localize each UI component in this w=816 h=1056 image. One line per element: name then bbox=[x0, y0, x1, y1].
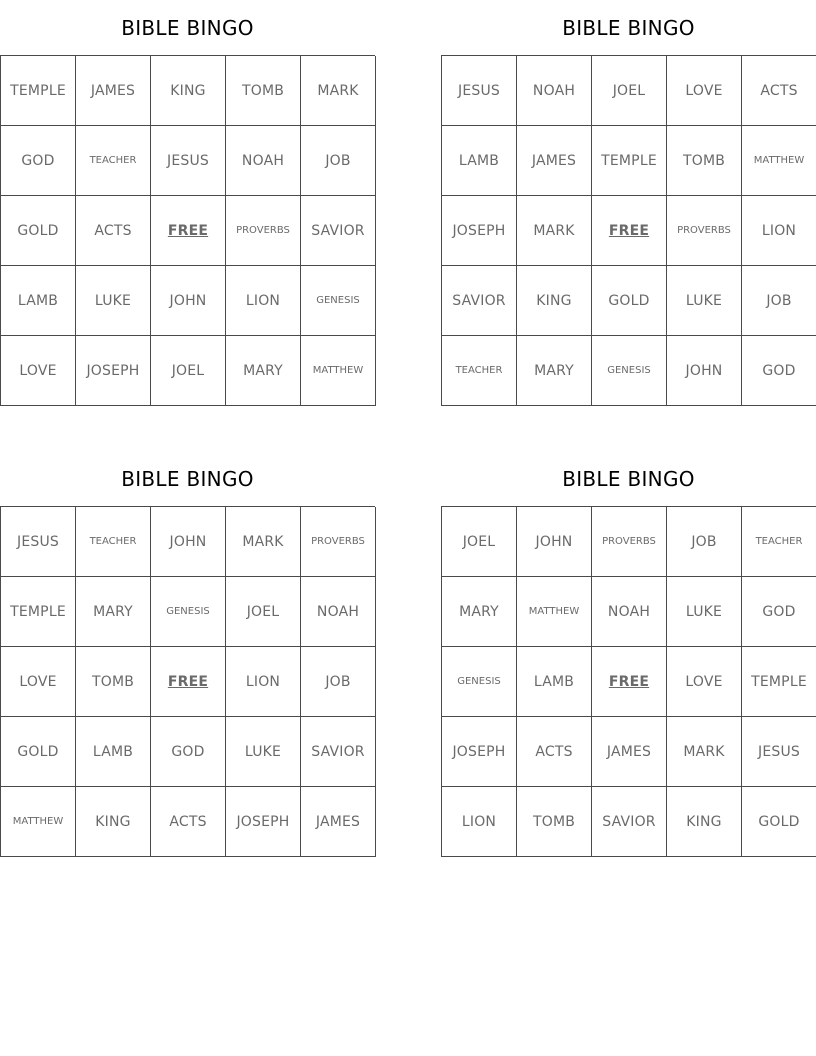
bingo-cell: TEACHER bbox=[442, 336, 517, 406]
bingo-cell: NOAH bbox=[517, 56, 592, 126]
bingo-cell: JESUS bbox=[742, 717, 816, 787]
bingo-cell: ACTS bbox=[76, 196, 151, 266]
bingo-card-1 bbox=[0, 0, 375, 406]
bingo-cell: JOEL bbox=[592, 56, 667, 126]
bingo-cell: JOHN bbox=[151, 266, 226, 336]
free-space-cell: FREE bbox=[151, 196, 226, 266]
bingo-cell: LAMB bbox=[76, 717, 151, 787]
bingo-cell: JOB bbox=[667, 507, 742, 577]
bingo-cell: TEMPLE bbox=[592, 126, 667, 196]
bingo-cell: MARY bbox=[442, 577, 517, 647]
bingo-cell: TEMPLE bbox=[742, 647, 816, 717]
bingo-cell: GOLD bbox=[1, 196, 76, 266]
bingo-cell: LAMB bbox=[517, 647, 592, 717]
card-title: BIBLE BINGO bbox=[121, 16, 254, 40]
bingo-cell: ACTS bbox=[742, 56, 816, 126]
bingo-cell: LAMB bbox=[1, 266, 76, 336]
bingo-cell: JOB bbox=[301, 126, 376, 196]
bingo-cell: JOEL bbox=[151, 336, 226, 406]
bingo-grid bbox=[0, 506, 375, 857]
bingo-cell: KING bbox=[76, 787, 151, 857]
bingo-cell: LUKE bbox=[76, 266, 151, 336]
bingo-cell: TOMB bbox=[517, 787, 592, 857]
bingo-cell: JOHN bbox=[667, 336, 742, 406]
bingo-cell: LOVE bbox=[1, 647, 76, 717]
bingo-cell: MATTHEW bbox=[301, 336, 376, 406]
bingo-cell: KING bbox=[517, 266, 592, 336]
bingo-cell: MARY bbox=[517, 336, 592, 406]
bingo-cell: NOAH bbox=[592, 577, 667, 647]
bingo-cell: LION bbox=[226, 647, 301, 717]
bingo-cell: JOSEPH bbox=[76, 336, 151, 406]
bingo-cell: GOD bbox=[742, 336, 816, 406]
bingo-cell: GOD bbox=[1, 126, 76, 196]
bingo-cell: KING bbox=[667, 787, 742, 857]
bingo-cell: TOMB bbox=[226, 56, 301, 126]
bingo-cell: MARK bbox=[667, 717, 742, 787]
bingo-cell: GOLD bbox=[742, 787, 816, 857]
bingo-cell: TEMPLE bbox=[1, 56, 76, 126]
bingo-cell: LUKE bbox=[226, 717, 301, 787]
bingo-cell: PROVERBS bbox=[592, 507, 667, 577]
bingo-cell: TEACHER bbox=[76, 126, 151, 196]
bingo-cell: MARY bbox=[226, 336, 301, 406]
bingo-cell: GOLD bbox=[592, 266, 667, 336]
bingo-cell: JESUS bbox=[442, 56, 517, 126]
bingo-cell: TOMB bbox=[76, 647, 151, 717]
bingo-cell: JOSEPH bbox=[442, 196, 517, 266]
bingo-cell: SAVIOR bbox=[301, 717, 376, 787]
bingo-cell: NOAH bbox=[301, 577, 376, 647]
bingo-cell: JOB bbox=[742, 266, 816, 336]
bingo-cell: LUKE bbox=[667, 577, 742, 647]
bingo-cell: JESUS bbox=[1, 507, 76, 577]
bingo-cell: JOEL bbox=[442, 507, 517, 577]
free-space-cell: FREE bbox=[151, 647, 226, 717]
bingo-cell: MARY bbox=[76, 577, 151, 647]
bingo-cell: GOD bbox=[151, 717, 226, 787]
bingo-cell: LOVE bbox=[1, 336, 76, 406]
bingo-cell: JOB bbox=[301, 647, 376, 717]
bingo-grid bbox=[441, 55, 816, 406]
bingo-cell: LION bbox=[742, 196, 816, 266]
bingo-cell: JESUS bbox=[151, 126, 226, 196]
bingo-cell: JAMES bbox=[76, 56, 151, 126]
bingo-cell: TEACHER bbox=[742, 507, 816, 577]
free-space-cell: FREE bbox=[592, 196, 667, 266]
bingo-cell: JOSEPH bbox=[442, 717, 517, 787]
bingo-cell: LAMB bbox=[442, 126, 517, 196]
bingo-card-2 bbox=[441, 0, 816, 406]
bingo-grid bbox=[441, 506, 816, 857]
card-title: BIBLE BINGO bbox=[562, 467, 695, 491]
bingo-cell: TEACHER bbox=[76, 507, 151, 577]
bingo-cell: JOHN bbox=[151, 507, 226, 577]
bingo-cell: PROVERBS bbox=[226, 196, 301, 266]
bingo-cell: GOLD bbox=[1, 717, 76, 787]
free-space-cell: FREE bbox=[592, 647, 667, 717]
bingo-cell: JAMES bbox=[517, 126, 592, 196]
bingo-cell: KING bbox=[151, 56, 226, 126]
bingo-cell: MATTHEW bbox=[742, 126, 816, 196]
card-title: BIBLE BINGO bbox=[562, 16, 695, 40]
bingo-cell: GENESIS bbox=[592, 336, 667, 406]
bingo-cell: TOMB bbox=[667, 126, 742, 196]
bingo-cell: MARK bbox=[301, 56, 376, 126]
bingo-card-4 bbox=[441, 451, 816, 857]
bingo-cell: MARK bbox=[517, 196, 592, 266]
bingo-cell: PROVERBS bbox=[667, 196, 742, 266]
bingo-cell: SAVIOR bbox=[592, 787, 667, 857]
bingo-cell: SAVIOR bbox=[442, 266, 517, 336]
bingo-card-3 bbox=[0, 451, 375, 857]
bingo-cell: SAVIOR bbox=[301, 196, 376, 266]
bingo-cell: MATTHEW bbox=[517, 577, 592, 647]
bingo-cell: LION bbox=[442, 787, 517, 857]
bingo-cell: MATTHEW bbox=[1, 787, 76, 857]
bingo-cell: ACTS bbox=[517, 717, 592, 787]
bingo-cell: GOD bbox=[742, 577, 816, 647]
bingo-cell: GENESIS bbox=[151, 577, 226, 647]
bingo-cell: NOAH bbox=[226, 126, 301, 196]
bingo-cell: GENESIS bbox=[301, 266, 376, 336]
bingo-cell: LOVE bbox=[667, 647, 742, 717]
bingo-cell: LUKE bbox=[667, 266, 742, 336]
bingo-cell: PROVERBS bbox=[301, 507, 376, 577]
bingo-cell: GENESIS bbox=[442, 647, 517, 717]
bingo-cell: LOVE bbox=[667, 56, 742, 126]
bingo-cell: JAMES bbox=[592, 717, 667, 787]
bingo-cell: JOHN bbox=[517, 507, 592, 577]
bingo-cell: LION bbox=[226, 266, 301, 336]
bingo-grid bbox=[0, 55, 375, 406]
card-title: BIBLE BINGO bbox=[121, 467, 254, 491]
bingo-cell: JOSEPH bbox=[226, 787, 301, 857]
bingo-cell: TEMPLE bbox=[1, 577, 76, 647]
bingo-cell: JOEL bbox=[226, 577, 301, 647]
bingo-cell: JAMES bbox=[301, 787, 376, 857]
bingo-cell: ACTS bbox=[151, 787, 226, 857]
bingo-cell: MARK bbox=[226, 507, 301, 577]
